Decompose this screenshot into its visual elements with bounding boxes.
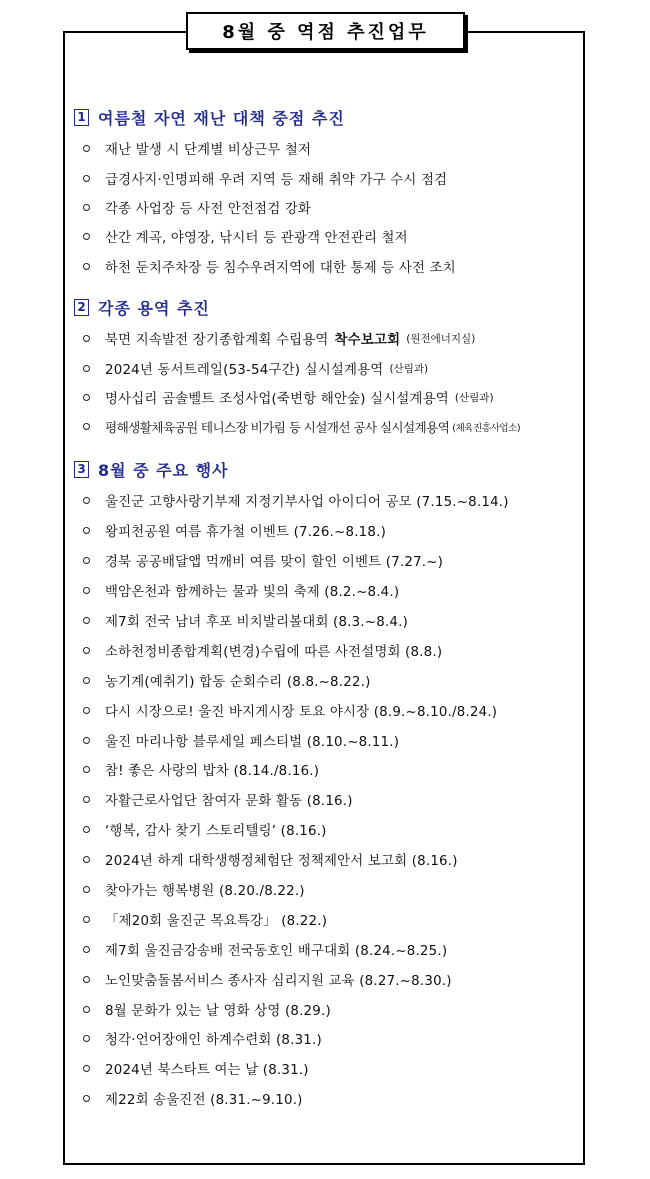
circle-bullet-icon bbox=[83, 647, 90, 654]
list-item bbox=[74, 576, 584, 606]
item-text: 울진 마리나항 블루세일 페스티벌 (8.10.~8.11.) bbox=[105, 734, 400, 750]
item-text: 각종 사업장 등 사전 안전점검 강화 bbox=[105, 201, 312, 217]
item-text: 농기계(예취기) 합동 순회수리 (8.8.~8.22.) bbox=[105, 674, 371, 690]
circle-bullet-icon bbox=[83, 886, 90, 893]
list-item bbox=[74, 222, 584, 251]
item-text: 청각·언어장애인 하계수련회 (8.31.) bbox=[105, 1033, 322, 1049]
list-item bbox=[74, 994, 584, 1024]
list-item bbox=[74, 546, 584, 576]
item-text: 북면 지속발전 장기종합계획 수립용역 bbox=[105, 333, 329, 349]
circle-bullet-icon bbox=[83, 1065, 90, 1072]
list-item bbox=[74, 695, 584, 725]
circle-bullet-icon bbox=[83, 263, 90, 270]
list-item bbox=[74, 1084, 584, 1114]
list-item bbox=[74, 904, 584, 934]
circle-bullet-icon bbox=[83, 737, 90, 744]
list-item bbox=[74, 412, 584, 441]
list-item bbox=[74, 934, 584, 964]
circle-bullet-icon bbox=[83, 204, 90, 211]
circle-bullet-icon bbox=[83, 1006, 90, 1013]
list-item bbox=[74, 193, 584, 222]
circle-bullet-icon bbox=[83, 826, 90, 833]
list-item bbox=[74, 964, 584, 994]
item-text: 다시 시장으로! 울진 바지게시장 토요 야시장 (8.9.~8.10./8.24.) bbox=[105, 704, 498, 720]
list-item bbox=[74, 163, 584, 192]
list-item bbox=[74, 725, 584, 755]
circle-bullet-icon bbox=[83, 557, 90, 564]
item-text-emphasis: 착수보고회 bbox=[334, 333, 401, 349]
department-note: (산림과) bbox=[454, 391, 494, 404]
section-number: 2 bbox=[74, 299, 89, 316]
item-text: 백암온천과 함께하는 물과 빛의 축제 (8.2.~8.4.) bbox=[105, 585, 400, 601]
list-item bbox=[74, 516, 584, 546]
list-item bbox=[74, 383, 584, 412]
section-disaster-response bbox=[74, 104, 584, 281]
circle-bullet-icon bbox=[83, 365, 90, 372]
item-text: 자활근로사업단 참여자 문화 활동 (8.16.) bbox=[105, 794, 353, 810]
section-item-list bbox=[74, 324, 584, 442]
circle-bullet-icon bbox=[83, 497, 90, 504]
circle-bullet-icon bbox=[83, 527, 90, 534]
circle-bullet-icon bbox=[83, 707, 90, 714]
list-item bbox=[74, 785, 584, 815]
list-item bbox=[74, 1054, 584, 1084]
item-text: 급경사지·인명피해 우려 지역 등 재해 취약 가구 수시 점검 bbox=[105, 172, 448, 188]
circle-bullet-icon bbox=[83, 233, 90, 240]
list-item bbox=[74, 635, 584, 665]
department-note: (산림과) bbox=[389, 362, 429, 375]
section-number: 3 bbox=[74, 461, 89, 478]
circle-bullet-icon bbox=[83, 335, 90, 342]
list-item bbox=[74, 815, 584, 845]
section-title: 각종 용역 추진 bbox=[98, 298, 210, 318]
item-text: 왕피천공원 여름 휴가철 이벤트 (7.26.~8.18.) bbox=[105, 525, 386, 541]
circle-bullet-icon bbox=[83, 976, 90, 983]
section-item-list bbox=[74, 486, 584, 1114]
section-number: 1 bbox=[74, 109, 89, 126]
section-heading bbox=[74, 104, 584, 130]
item-text: 2024년 동서트레일(53-54구간) 실시설계용역 bbox=[105, 362, 384, 378]
list-item bbox=[74, 606, 584, 636]
department-note: (체육진흥사업소) bbox=[452, 422, 521, 434]
list-item bbox=[74, 665, 584, 695]
circle-bullet-icon bbox=[83, 856, 90, 863]
list-item bbox=[74, 134, 584, 163]
section-title: 8월 중 주요 행사 bbox=[98, 460, 229, 480]
item-text: 평해생활체육공원 테니스장 비가림 등 시설개선 공사 실시설계용역 bbox=[105, 420, 450, 436]
list-item bbox=[74, 252, 584, 281]
list-item bbox=[74, 875, 584, 905]
item-text: 재난 발생 시 단계별 비상근무 철저 bbox=[105, 143, 312, 159]
circle-bullet-icon bbox=[83, 423, 90, 430]
item-text: 울진군 고향사랑기부제 지정기부사업 아이디어 공모 (7.15.~8.14.) bbox=[105, 495, 509, 511]
circle-bullet-icon bbox=[83, 1095, 90, 1102]
circle-bullet-icon bbox=[83, 587, 90, 594]
item-text: 참! 좋은 사랑의 밥차 (8.14./8.16.) bbox=[105, 764, 320, 780]
list-item bbox=[74, 324, 584, 353]
item-text: 제7회 울진금강송배 전국동호인 배구대회 (8.24.~8.25.) bbox=[105, 943, 448, 959]
section-title: 여름철 자연 재난 대책 중점 추진 bbox=[98, 108, 345, 128]
section-heading bbox=[74, 456, 584, 482]
item-text: 8월 문화가 있는 날 영화 상영 (8.29.) bbox=[105, 1003, 331, 1019]
list-item bbox=[74, 353, 584, 382]
item-text: 산간 계곡, 야영장, 낚시터 등 관광객 안전관리 철저 bbox=[105, 231, 408, 247]
circle-bullet-icon bbox=[83, 766, 90, 773]
department-note: (원전에너지실) bbox=[406, 333, 476, 346]
list-item bbox=[74, 1024, 584, 1054]
circle-bullet-icon bbox=[83, 796, 90, 803]
item-text: 「제20회 울진군 목요특강」 (8.22.) bbox=[105, 913, 328, 929]
circle-bullet-icon bbox=[83, 175, 90, 182]
item-text: 소하천정비종합계획(변경)수립에 따른 사전설명회 (8.8.) bbox=[105, 644, 443, 660]
item-text: 하천 둔치주차장 등 침수우려지역에 대한 통제 등 사전 조치 bbox=[105, 260, 456, 276]
section-service-projects bbox=[74, 294, 584, 442]
circle-bullet-icon bbox=[83, 617, 90, 624]
item-text: 경북 공공배달앱 먹깨비 여름 맞이 할인 이벤트 (7.27.~) bbox=[105, 555, 444, 571]
item-text: 제7회 전국 남녀 후포 비치발리볼대회 (8.3.~8.4.) bbox=[105, 615, 409, 630]
circle-bullet-icon bbox=[83, 916, 90, 923]
section-major-events bbox=[74, 456, 584, 1114]
item-text: 노인맞춤돌봄서비스 종사자 심리지원 교육 (8.27.~8.30.) bbox=[105, 973, 452, 989]
circle-bullet-icon bbox=[83, 946, 90, 953]
section-heading bbox=[74, 294, 584, 320]
circle-bullet-icon bbox=[83, 145, 90, 152]
item-text: 명사십리 곰솔벨트 조성사업(죽변항 해안숲) 실시설계용역 bbox=[105, 391, 449, 407]
item-text: 찾아가는 행복병원 (8.20./8.22.) bbox=[105, 884, 305, 900]
section-item-list bbox=[74, 134, 584, 281]
circle-bullet-icon bbox=[83, 394, 90, 401]
circle-bullet-icon bbox=[83, 1035, 90, 1042]
circle-bullet-icon bbox=[83, 677, 90, 684]
page-title: 8월 중 역점 추진업무 bbox=[222, 22, 429, 43]
list-item bbox=[74, 755, 584, 785]
list-item bbox=[74, 845, 584, 875]
list-item bbox=[74, 486, 584, 516]
item-text: 2024년 하계 대학생행정체험단 정책제안서 보고회 (8.16.) bbox=[105, 854, 458, 870]
item-text: 제22회 송울진전 (8.31.~9.10.) bbox=[105, 1093, 303, 1109]
item-text: 2024년 북스타트 여는 날 (8.31.) bbox=[105, 1063, 309, 1079]
item-text: ‘행복, 감사 찾기 스토리텔링’ (8.16.) bbox=[105, 824, 327, 840]
title-box bbox=[186, 12, 465, 50]
